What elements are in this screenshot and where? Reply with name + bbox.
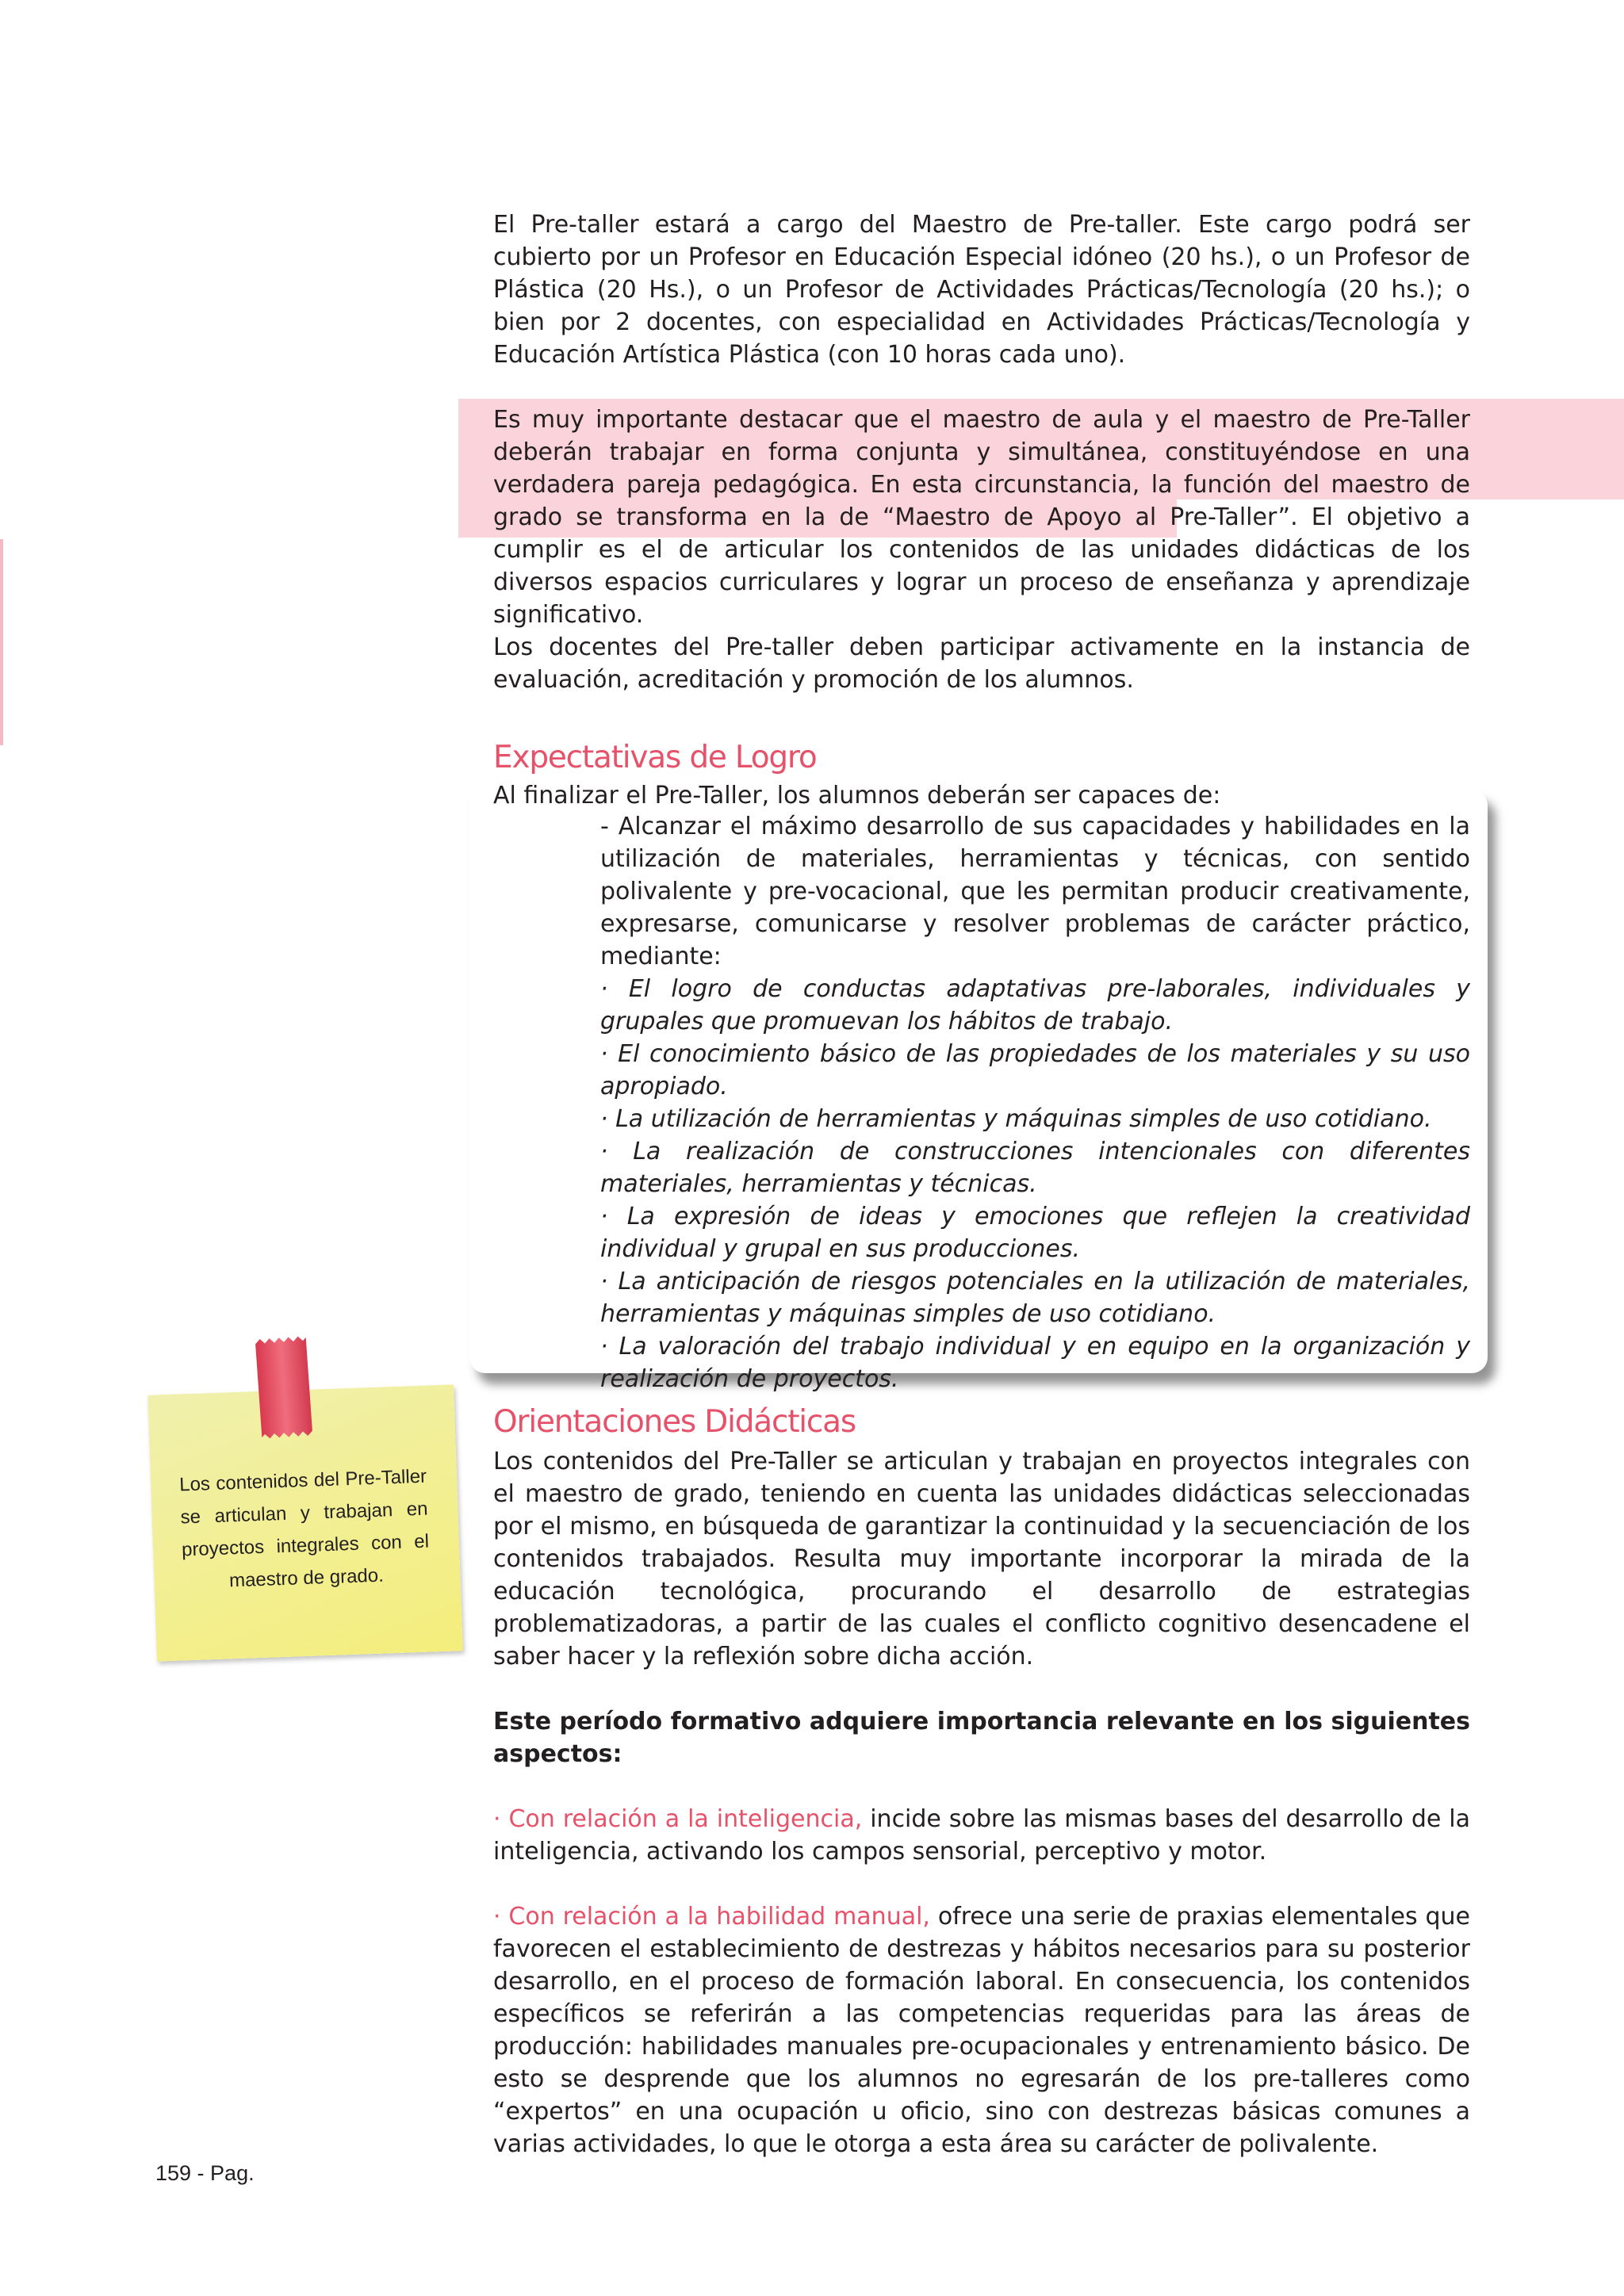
paragraph-evaluacion <box>493 631 1470 696</box>
paragraph-pareja-text: El objetivo a cumplir es el de articular los contenidos de las unidades didácticas de los diversos espacios curriculares y lograr un proceso de enseñanza y aprendizaje significativo. <box>493 503 1470 629</box>
objective-item: · El logro de conductas adaptativas pre-laborales, individuales y grupales que promuevan los hábitos de trabajo. <box>600 975 1470 1035</box>
page-number: 159 - Pag. <box>155 2161 255 2185</box>
habilidad-manual-text: ofrece una serie de praxias elementales que favorecen el establecimiento de destrezas y hábitos necesarios para su posterior desarrollo, en el proceso de formación laboral. En consecuencia, los contenidos específicos se referirán a las competencias requeridas para las áreas de producción: habilidades manuales pre-ocupacionales y entrenamiento básico. De esto se desprende que los alumnos no egresarán de los pre-talleres como “expertos” en una ocupación u oficio, sino con destrezas básicas comunes a varias actividades, lo que le otorga a esta área su carácter de polivalente. <box>493 1903 1470 2158</box>
paragraph-importancia-text: Este período formativo adquiere importancia relevante en los siguientes aspectos: <box>493 1708 1470 1768</box>
objective-item: · La utilización de herramientas y máquinas simples de uso cotidiano. <box>600 1105 1432 1133</box>
heading-orientaciones: Orientaciones Didácticas <box>493 1404 856 1440</box>
heading-expectativas: Expectativas de Logro <box>493 740 817 775</box>
habilidad-manual-label: · Con relación a la habilidad manual, <box>493 1903 930 1931</box>
paragraph-evaluacion-text: Los docentes del Pre-taller deben participar activamente en la instancia de evaluación, acreditación y promoción de los alumnos. <box>493 633 1470 694</box>
objective-item: · La realización de construcciones intencionales con diferentes materiales, herramientas y técnicas. <box>600 1138 1470 1198</box>
paragraph-pareja <box>493 404 1470 631</box>
objective-item: · La valoración del trabajo individual y en equipo en la organización y realización de proyectos. <box>600 1333 1470 1393</box>
tape-strip-icon <box>252 1334 316 1441</box>
paragraph-cargo <box>493 209 1470 371</box>
paragraph-orientaciones <box>493 1445 1470 1673</box>
expectativas-lead: Al finalizar el Pre-Taller, los alumnos deberán ser capaces de: <box>493 782 1221 809</box>
paragraph-orientaciones-text: Los contenidos del Pre-Taller se articulan y trabajan en proyectos integrales con el maestro de grado, teniendo en cuenta las unidades didácticas seleccionadas por el mismo, en búsqueda de garantizar la continuidad y la secuenciación de los contenidos trabajados. Resulta muy importante incorporar la mirada de la educación tecnológica, procurando el desarrollo de estrategias problematizadoras, a partir de las cuales el conflicto cognitivo desencadene el saber hacer y la reflexión sobre dicha acción. <box>493 1448 1470 1670</box>
inteligencia-text: incide sobre las mismas bases del desarrollo de la inteligencia, activando los campos sensorial, perceptivo y motor. <box>493 1805 1470 1866</box>
objectives-list <box>600 810 1470 1395</box>
paragraph-pareja-highlighted-text: Es muy importante destacar que el maestro de aula y el maestro de Pre-Taller deberán trabajar en forma conjunta y simultánea, constituyéndose en una verdadera pareja pedagógica. En esta circunstancia, la función del maestro de grado se transforma en la de “Maestro de Apoyo al Pre-Taller”. <box>493 406 1470 531</box>
sticky-note-text: Los contenidos del Pre-Taller se articulan y trabajan en proyectos integrales con el maestro de grado. <box>178 1465 430 1592</box>
main-objective: - Alcanzar el máximo desarrollo de sus capacidades y habilidades en la utilización de materiales, herramientas y técnicas, con sentido polivalente y pre-vocacional, que les permitan producir creativamente, expresarse, comunicarse y resolver problemas de carácter práctico, mediante: <box>600 813 1470 970</box>
paragraph-inteligencia <box>493 1803 1470 1868</box>
page-edge-mark <box>0 539 3 745</box>
paragraph-habilidad-manual <box>493 1900 1470 2160</box>
inteligencia-label: · Con relación a la inteligencia, <box>493 1805 863 1833</box>
objective-item: · La expresión de ideas y emociones que reflejen la creatividad individual y grupal en sus producciones. <box>600 1203 1470 1263</box>
objective-item: · El conocimiento básico de las propiedades de los materiales y su uso apropiado. <box>600 1040 1470 1100</box>
objective-item: · La anticipación de riesgos potenciales en la utilización de materiales, herramientas y máquinas simples de uso cotidiano. <box>600 1268 1470 1328</box>
paragraph-cargo-text: El Pre-taller estará a cargo del Maestro de Pre-taller. Este cargo podrá ser cubierto por un Profesor en Educación Especial idóneo (20 hs.), o un Profesor de Plástica (20 Hs.), o un Profesor de Actividades Prácticas/Tecnología (20 hs.); o bien por 2 docentes, con especialidad en Actividades Prácticas/Tecnología y Educación Artística Plástica (con 10 horas cada uno). <box>493 211 1470 369</box>
paragraph-importancia <box>493 1705 1470 1770</box>
